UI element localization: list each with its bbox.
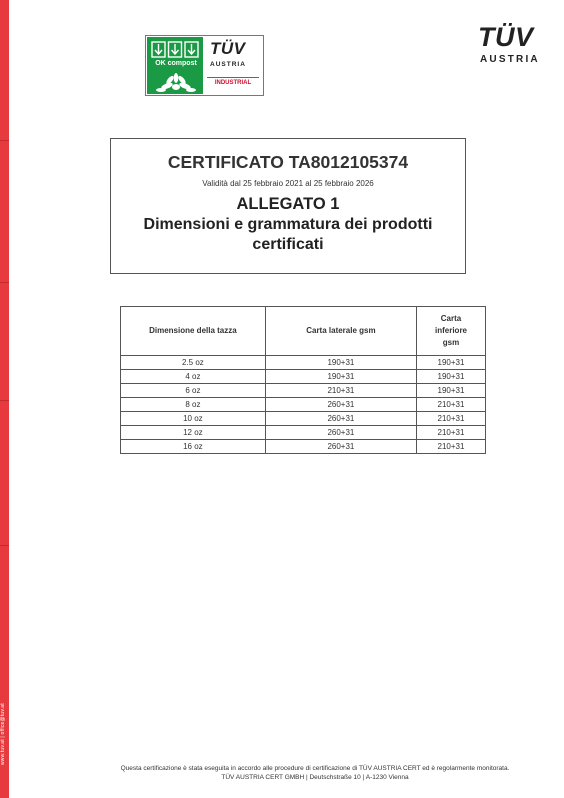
table-row [121, 426, 486, 440]
margin-mark [0, 400, 9, 401]
certificate-header [110, 138, 466, 274]
cell-bottom-paper: 190+31 [417, 356, 486, 370]
annex-subtitle: Dimensioni e grammatura dei prodotti certificati [143, 216, 433, 253]
cell-bottom-paper: 190+31 [417, 370, 486, 384]
validity-text: Validità dal 25 febbraio 2021 al 25 febbraio 2026 [202, 179, 374, 188]
cell-side-paper: 260+31 [265, 398, 416, 412]
product-dimensions-table [120, 306, 486, 454]
cell-bottom-paper: 210+31 [417, 426, 486, 440]
table-header-row [121, 307, 486, 356]
cell-side-paper: 260+31 [265, 412, 416, 426]
cell-size: 8 oz [121, 398, 266, 412]
industrial-label: INDUSTRIAL [207, 77, 259, 89]
compost-arrows-icon [151, 41, 199, 59]
cell-side-paper: 190+31 [265, 370, 416, 384]
cell-side-paper: 260+31 [265, 426, 416, 440]
sidebar-contact-text: www.tuv.at | office@tuv.at [0, 703, 6, 765]
ok-compost-logo [145, 35, 264, 96]
margin-mark [0, 282, 9, 283]
cell-bottom-paper: 190+31 [417, 384, 486, 398]
cell-bottom-paper: 210+31 [417, 398, 486, 412]
certificate-title: CERTIFICATO TA8012105374 [167, 152, 409, 172]
table-row [121, 412, 486, 426]
cell-size: 4 oz [121, 370, 266, 384]
cell-side-paper: 260+31 [265, 440, 416, 454]
table-row [121, 370, 486, 384]
cell-side-paper: 210+31 [265, 384, 416, 398]
cell-size: 16 oz [121, 440, 266, 454]
cell-size: 10 oz [121, 412, 266, 426]
tuv-austria-label: AUSTRIA [480, 54, 540, 65]
cell-size: 2.5 oz [121, 356, 266, 370]
table-row [121, 384, 486, 398]
cell-side-paper: 190+31 [265, 356, 416, 370]
ok-compost-label: OK compost [155, 60, 197, 67]
tuv-small-wordmark: TÜV [210, 39, 246, 58]
cell-size: 12 oz [121, 426, 266, 440]
cell-bottom-paper: 210+31 [417, 440, 486, 454]
tuv-austria-logo [478, 22, 548, 68]
margin-mark [0, 140, 9, 141]
tuv-austria-small-logo [205, 37, 262, 94]
table-row [121, 356, 486, 370]
tuv-small-austria: AUSTRIA [210, 61, 246, 68]
table-row [121, 440, 486, 454]
column-header-size: Dimensione della tazza [121, 307, 266, 356]
ok-compost-badge [147, 37, 203, 94]
footer-address: TÜV AUSTRIA CERT GMBH | Deutschstraße 10 | A-1230 Vienna [221, 774, 409, 781]
cell-size: 6 oz [121, 384, 266, 398]
flower-icon [156, 71, 196, 93]
footer-statement: Questa certificazione è stata eseguita in accordo alle procedure di certificazione di TÜV AUSTRIA CERT ed è regolarmente monitorata. [120, 765, 510, 772]
margin-mark [0, 545, 9, 546]
table-row [121, 398, 486, 412]
sidebar-contact [0, 670, 11, 770]
column-header-bottom-paper: Carta inferiore gsm [417, 307, 486, 356]
cell-bottom-paper: 210+31 [417, 412, 486, 426]
annex-title: ALLEGATO 1 [236, 195, 340, 213]
column-header-side-paper: Carta laterale gsm [265, 307, 416, 356]
footer [80, 764, 550, 782]
tuv-wordmark: TÜV [478, 22, 534, 52]
